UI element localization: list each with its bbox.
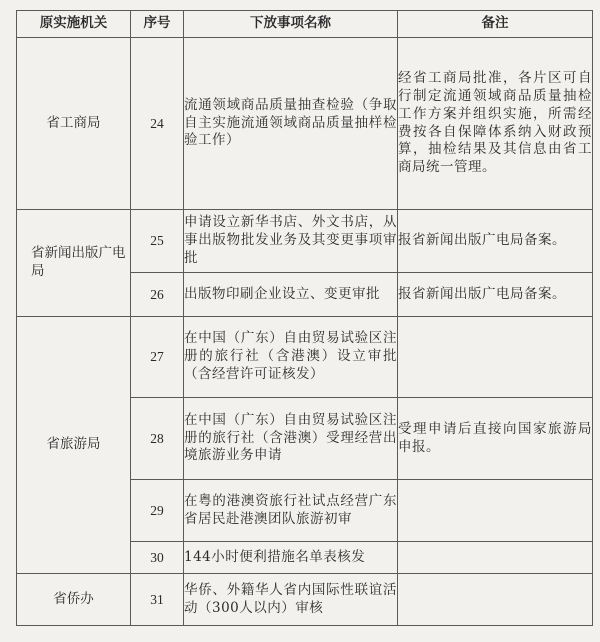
num-cell: 27: [131, 317, 184, 398]
num-cell: 30: [131, 542, 184, 574]
table-row: [17, 317, 593, 398]
num-cell: 29: [131, 480, 184, 542]
note-cell: [398, 542, 593, 574]
note-cell: 受理申请后直接向国家旅游局申报。: [398, 398, 593, 480]
org-cell: 省新闻出版广电局: [17, 210, 131, 317]
item-cell: 华侨、外籍华人省内国际性联谊活动（300人以内）审核: [184, 574, 398, 626]
header-num: 序号: [131, 11, 184, 38]
item-cell: 在中国（广东）自由贸易试验区注册的旅行社（含港澳）设立审批（含经营许可证核发）: [184, 317, 398, 398]
note-cell: 报省新闻出版广电局备案。: [398, 210, 593, 273]
item-cell: 出版物印刷企业设立、变更审批: [184, 273, 398, 317]
num-cell: 25: [131, 210, 184, 273]
num-cell: 26: [131, 273, 184, 317]
org-cell: 省侨办: [17, 574, 131, 626]
org-cell: 省工商局: [17, 38, 131, 210]
item-cell: 在中国（广东）自由贸易试验区注册的旅行社（含港澳）受理经营出境旅游业务申请: [184, 398, 398, 480]
num-cell: 31: [131, 574, 184, 626]
table-row: [17, 38, 593, 210]
note-cell: [398, 480, 593, 542]
note-cell: 报省新闻出版广电局备案。: [398, 273, 593, 317]
item-cell: 144小时便利措施名单表核发: [184, 542, 398, 574]
num-cell: 24: [131, 38, 184, 210]
header-row: [17, 11, 593, 38]
table-row: [17, 210, 593, 273]
table-row: [17, 574, 593, 626]
item-cell: 流通领域商品质量抽查检验（争取自主实施流通领域商品质量抽样检验工作）: [184, 38, 398, 210]
note-cell: [398, 317, 593, 398]
org-cell: 省旅游局: [17, 317, 131, 574]
num-cell: 28: [131, 398, 184, 480]
header-org: 原实施机关: [17, 11, 131, 38]
note-cell: 经省工商局批准，各片区可自行制定流通领域商品质量抽检工作方案并组织实施，所需经费按各自保障体系纳入财政预算，抽检结果及其信息由省工商局统一管理。: [398, 38, 593, 210]
item-cell: 申请设立新华书店、外文书店，从事出版物批发业务及其变更事项审批: [184, 210, 398, 273]
header-note: 备注: [398, 11, 593, 38]
header-item: 下放事项名称: [184, 11, 398, 38]
note-cell: [398, 574, 593, 626]
delegation-table: [16, 10, 593, 626]
item-cell: 在粤的港澳资旅行社试点经营广东省居民赴港澳团队旅游初审: [184, 480, 398, 542]
